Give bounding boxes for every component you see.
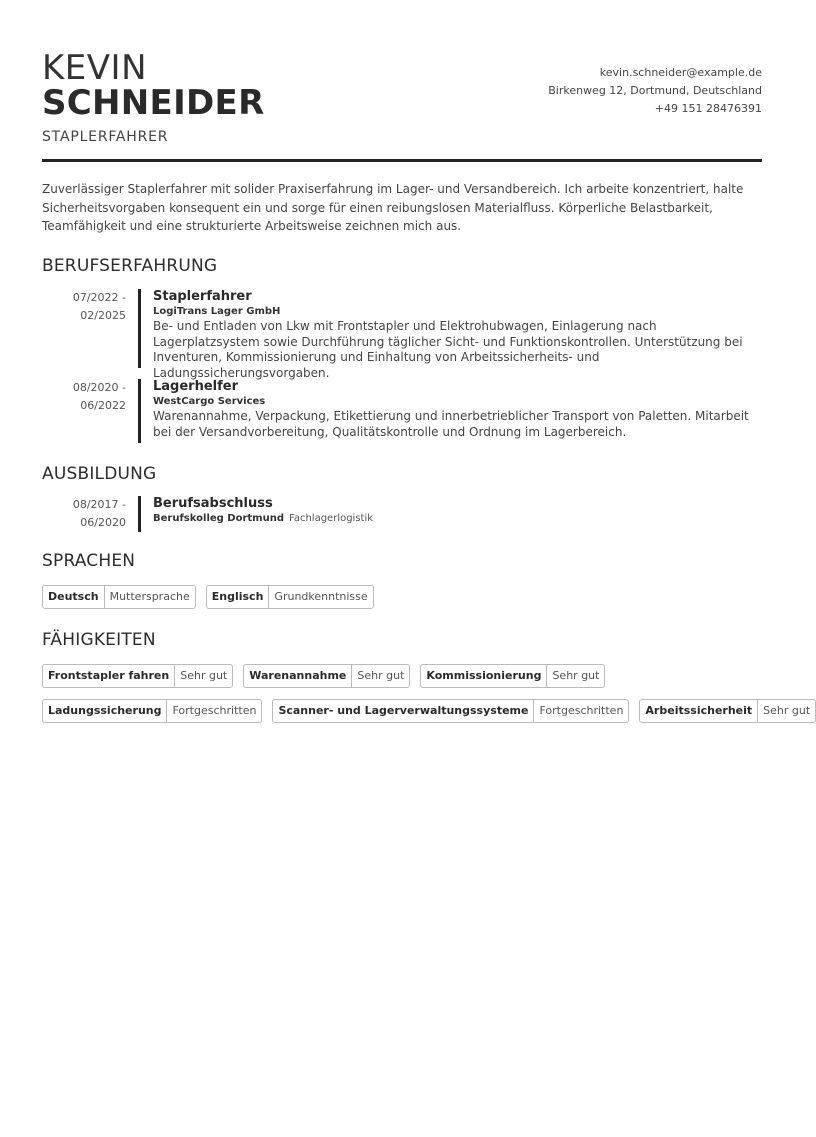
entry-content	[153, 289, 763, 381]
skill-tag	[420, 664, 605, 688]
entry-content	[153, 379, 763, 440]
skill-tag	[639, 699, 816, 723]
job-title: STAPLERFAHRER	[42, 129, 169, 145]
skill-name: Frontstapler fahren	[43, 665, 175, 687]
timeline-bar	[138, 379, 141, 443]
contact-phone[interactable]: +49 151 28476391	[654, 102, 762, 115]
entry-dates	[42, 379, 126, 414]
timeline-bar	[138, 289, 141, 368]
entry-company: WestCargo Services	[153, 396, 266, 407]
experience-entry	[42, 379, 762, 445]
skill-tag	[243, 664, 410, 688]
profile-summary: Zuverlässiger Staplerfahrer mit solider Praxiserfahrung im Lager- und Versandbereich. Ich arbeite konzentriert, halte Sicherheitsvorgaben konsequent ein und sorge für einen reibungslosen Materialfluss. Körperliche Belastbarkeit, Teamfähigkeit und eine strukturierte Arbeitsweise zeichnen mich aus.	[42, 182, 744, 233]
section-title-languages: SPRACHEN	[42, 551, 136, 571]
skill-name: Arbeitssicherheit	[640, 700, 758, 722]
resume-page	[42, 0, 811, 717]
language-level: Muttersprache	[109, 590, 190, 603]
entry-description: Be- und Entladen von Lkw mit Frontstapler und Elektrohubwagen, Einlagerung nach Lagerplatzsystem sowie Durchführung täglicher Sicht- und Funktionskontrollen. Unterstützung bei Inventuren, Kommissionierung und Einhaltung von Arbeitssicherheits- und Ladungssicherungsvorgaben.	[153, 319, 743, 380]
skill-tag	[42, 664, 233, 688]
entry-description: Warenannahme, Verpackung, Etikettierung und innerbetrieblicher Transport von Paletten. Mitarbeit bei der Versandvorbereitung, Qualitätskontrolle und Ordnung im Lagerbereich.	[153, 409, 749, 439]
skill-level: Sehr gut	[552, 669, 600, 682]
date-to: 06/2022	[80, 398, 126, 412]
date-to: 02/2025	[80, 308, 126, 322]
date-to: 06/2020	[80, 515, 126, 529]
entry-role: Lagerhelfer	[153, 379, 239, 394]
section-title-experience: BERUFSERFAHRUNG	[42, 256, 218, 276]
date-from: 07/2022 -	[72, 291, 126, 304]
experience-entry	[42, 289, 762, 380]
timeline-bar	[138, 496, 141, 532]
entry-dates	[42, 289, 126, 324]
school-name: Berufskolleg Dortmund	[153, 513, 284, 524]
skill-level: Fortgeschritten	[172, 704, 257, 717]
skill-level: Sehr gut	[180, 669, 228, 682]
school-field: Fachlagerlogistik	[289, 513, 374, 524]
entry-degree: Berufsabschluss	[153, 496, 273, 511]
entry-company: LogiTrans Lager GmbH	[153, 306, 281, 317]
header-divider	[42, 159, 762, 162]
skill-tag	[42, 699, 262, 723]
skill-name: Ladungssicherung	[43, 700, 167, 722]
education-entry	[42, 496, 762, 532]
last-name: SCHNEIDER	[42, 83, 265, 123]
contact-email[interactable]: kevin.schneider@example.de	[599, 66, 762, 79]
skills-row-2	[42, 699, 816, 723]
language-level: Grundkenntnisse	[274, 590, 368, 603]
skill-level: Sehr gut	[357, 669, 405, 682]
contact-block	[548, 64, 762, 118]
date-from: 08/2017 -	[72, 498, 126, 511]
section-title-education: AUSBILDUNG	[42, 464, 157, 484]
language-name: Deutsch	[43, 586, 105, 608]
entry-role: Staplerfahrer	[153, 289, 252, 304]
resume-header	[42, 0, 762, 162]
skill-name: Scanner- und Lagerverwaltungssysteme	[273, 700, 534, 722]
language-tag	[42, 585, 196, 609]
skill-tag	[272, 699, 629, 723]
entry-dates	[42, 496, 126, 531]
language-name: Englisch	[207, 586, 270, 608]
first-name: KEVIN	[42, 48, 147, 88]
section-title-skills: FÄHIGKEITEN	[42, 630, 156, 650]
skill-name: Warenannahme	[244, 665, 352, 687]
language-tag	[206, 585, 374, 609]
entry-school	[153, 512, 763, 526]
skills-row-1	[42, 664, 605, 688]
entry-content	[153, 496, 763, 526]
date-from: 08/2020 -	[72, 381, 126, 394]
skill-level: Fortgeschritten	[539, 704, 624, 717]
skill-name: Kommissionierung	[421, 665, 547, 687]
skill-level: Sehr gut	[763, 704, 811, 717]
contact-address: Birkenweg 12, Dortmund, Deutschland	[548, 84, 762, 97]
languages-list	[42, 585, 374, 609]
